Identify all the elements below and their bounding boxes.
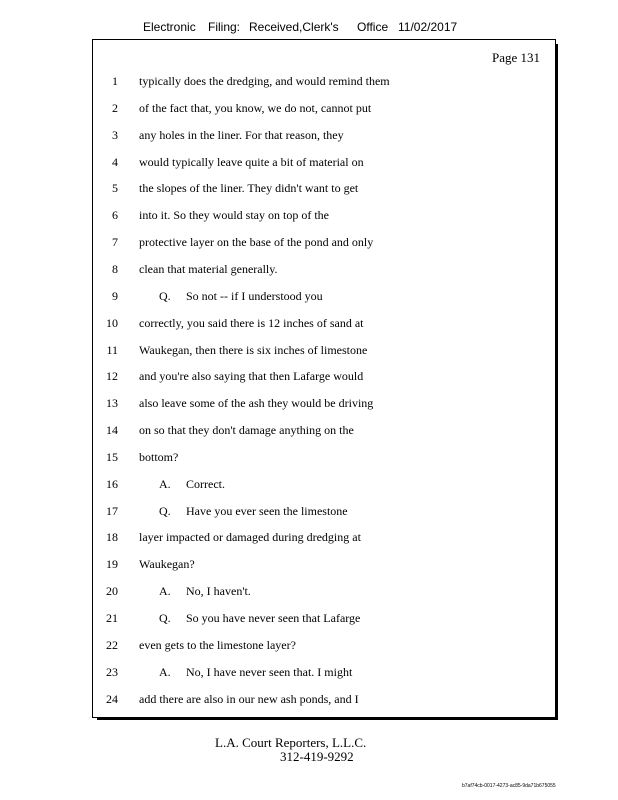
transcript-line	[92, 636, 552, 654]
transcript-line	[92, 179, 552, 197]
transcript-line	[92, 341, 552, 359]
line-number: 12	[106, 369, 118, 383]
line-text	[139, 314, 363, 332]
qa-marker: Q.	[159, 504, 171, 518]
line-body: Have you ever seen the limestone	[186, 504, 348, 518]
line-body: clean that material generally.	[139, 262, 278, 276]
line-text	[159, 475, 225, 493]
line-text	[139, 126, 344, 144]
line-number: 22	[106, 638, 118, 652]
line-body: Correct.	[186, 477, 225, 491]
line-number: 6	[112, 208, 118, 222]
line-body: on so that they don't damage anything on the	[139, 423, 354, 437]
line-number: 14	[106, 423, 118, 437]
line-text	[139, 394, 373, 412]
line-body: typically does the dredging, and would remind them	[139, 74, 390, 88]
line-text	[139, 179, 358, 197]
transcript-line	[92, 690, 552, 708]
line-number: 1	[112, 74, 118, 88]
line-text	[139, 421, 354, 439]
line-text	[139, 555, 195, 573]
footer-company: L.A. Court Reporters, L.L.C.	[215, 735, 367, 750]
line-number: 24	[106, 692, 118, 706]
line-body: So you have never seen that Lafarge	[186, 611, 361, 625]
line-text	[159, 663, 352, 681]
line-body: bottom?	[139, 450, 179, 464]
line-body: Waukegan?	[139, 557, 195, 571]
line-number: 13	[106, 396, 118, 410]
line-body: protective layer on the base of the pond and only	[139, 235, 374, 249]
line-text	[159, 502, 348, 520]
line-text	[139, 153, 364, 171]
line-number: 23	[106, 665, 118, 679]
line-body: So not -- if I understood you	[186, 289, 323, 303]
line-body: any holes in the liner. For that reason, they	[139, 128, 344, 142]
header-electronic: Electronic	[143, 20, 196, 34]
line-body: would typically leave quite a bit of material on	[139, 155, 364, 169]
line-number: 9	[112, 289, 118, 303]
qa-marker: A.	[159, 477, 171, 491]
qa-marker: A.	[159, 584, 171, 598]
line-number: 5	[112, 181, 118, 195]
line-body: of the fact that, you know, we do not, cannot put	[139, 101, 372, 115]
line-body: correctly, you said there is 12 inches of sand at	[139, 316, 364, 330]
line-body: add there are also in our new ash ponds, and I	[139, 692, 359, 706]
line-text	[139, 636, 296, 654]
qa-marker: Q.	[159, 611, 171, 625]
line-number: 19	[106, 557, 118, 571]
line-number: 21	[106, 611, 118, 625]
filing-header	[0, 20, 618, 36]
transcript-line	[92, 72, 552, 90]
transcript-line	[92, 287, 552, 305]
transcript-line	[92, 555, 552, 573]
line-number: 17	[106, 504, 118, 518]
line-number: 4	[112, 155, 118, 169]
document-hash: b7af74cb-0017-4273-ac85-9da71b675055	[462, 783, 556, 789]
line-body: No, I have never seen that. I might	[186, 665, 353, 679]
transcript-line	[92, 99, 552, 117]
line-text	[159, 582, 251, 600]
transcript-line	[92, 394, 552, 412]
header-date: 11/02/2017	[398, 20, 458, 34]
line-body: into it. So they would stay on top of the	[139, 208, 329, 222]
line-body: the slopes of the liner. They didn't want to get	[139, 181, 359, 195]
qa-marker: A.	[159, 665, 171, 679]
footer-phone: 312-419-9292	[280, 749, 354, 764]
line-text	[139, 341, 367, 359]
line-number: 18	[106, 530, 118, 544]
header-office: Office	[357, 20, 389, 34]
transcript-line	[92, 367, 552, 385]
transcript-line	[92, 609, 552, 627]
transcript-line	[92, 233, 552, 251]
transcript-line	[92, 314, 552, 332]
line-text	[139, 233, 373, 251]
line-text	[139, 690, 359, 708]
transcript-line	[92, 582, 552, 600]
line-body: also leave some of the ash they would be driving	[139, 396, 374, 410]
line-body: and you're also saying that then Lafarge would	[139, 369, 364, 383]
line-number: 7	[112, 235, 118, 249]
header-filing: Filing:	[208, 20, 241, 34]
page-number: Page 131	[491, 50, 540, 65]
line-text	[139, 528, 361, 546]
transcript-line	[92, 475, 552, 493]
line-body: even gets to the limestone layer?	[139, 638, 296, 652]
line-number: 16	[106, 477, 118, 491]
transcript-line	[92, 421, 552, 439]
line-number: 2	[112, 101, 118, 115]
line-number: 8	[112, 262, 118, 276]
transcript-line	[92, 260, 552, 278]
transcript-line	[92, 153, 552, 171]
line-number: 15	[106, 450, 118, 464]
line-number: 10	[106, 316, 118, 330]
line-body: No, I haven't.	[186, 584, 251, 598]
line-number: 20	[106, 584, 118, 598]
line-number: 11	[106, 343, 118, 357]
header-received: Received,Clerk's	[249, 20, 339, 34]
line-text	[139, 260, 277, 278]
transcript-line	[92, 126, 552, 144]
line-text	[139, 448, 178, 466]
line-text	[159, 609, 360, 627]
transcript-line	[92, 448, 552, 466]
qa-marker: Q.	[159, 289, 171, 303]
transcript-line	[92, 528, 552, 546]
line-body: Waukegan, then there is six inches of limestone	[139, 343, 368, 357]
transcript-line	[92, 206, 552, 224]
line-text	[139, 72, 390, 90]
line-text	[139, 206, 329, 224]
line-text	[139, 367, 363, 385]
transcript-line	[92, 502, 552, 520]
line-body: layer impacted or damaged during dredging at	[139, 530, 361, 544]
line-text	[159, 287, 323, 305]
line-text	[139, 99, 371, 117]
transcript-line	[92, 663, 552, 681]
line-number: 3	[112, 128, 118, 142]
